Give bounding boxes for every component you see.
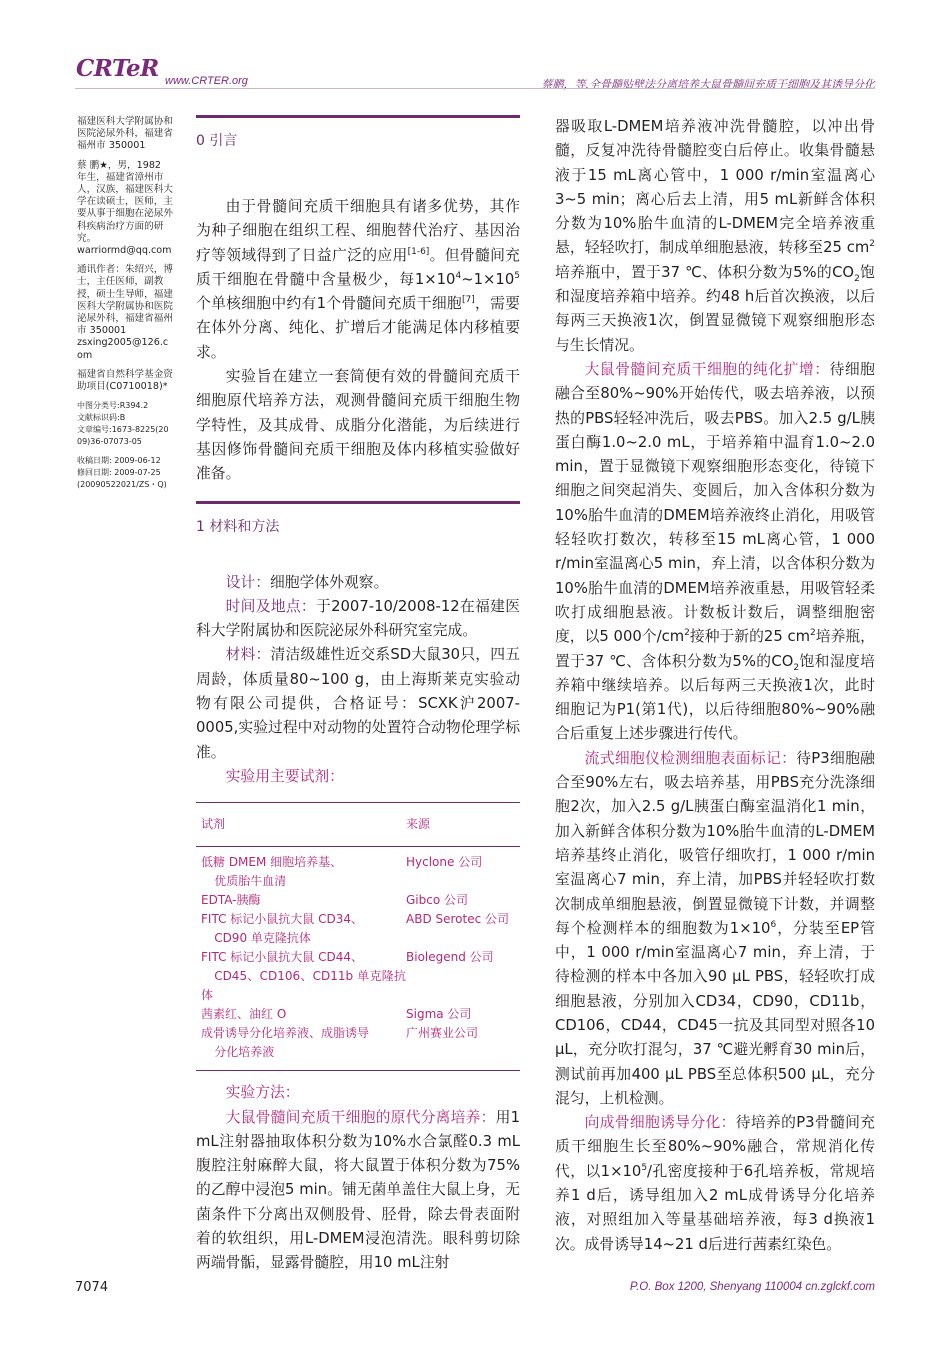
method-heading: 实验方法： xyxy=(225,1084,300,1102)
journal-logo: CRTeR xyxy=(76,55,159,82)
journal-url[interactable]: www.CRTER.org xyxy=(165,75,248,87)
osteo-label: 向成骨细胞诱导分化： xyxy=(584,1114,736,1132)
side-info-column xyxy=(77,116,173,498)
expansion-paragraph: 大鼠骨髓间充质干细胞的纯化扩增：待细胞融合至80%~90%开始传代，吸去培养液，以预热的PBS轻轻冲洗后，吸去PBS。加入2.5 g/L胰蛋白酶1.0~2.0 mL，于培养箱中温育1.0~2.0 min，置于显微镜下观察细胞形态变化，待镜下细胞之间突起消失、变圆后，加入含体积分数为10%胎牛血清的DMEM培养液终止消化，用吸管轻轻吹打数次，转移至15 mL离心管，1 000 r/min室温离心5 min，弃上清，以含体积分数为10%胎牛血清的DMEM培养液重悬，用吸管轻柔吹打成细胞悬液。计数板计数后，调整细胞密度，以5 000个$/cm^2$接种于新的25 $cm^2$培养瓶，置于37 ℃、含体积分数为5%的$CO_2$饱和湿度培养箱中继续培养。以后每两三天换液1次，此时细胞记为P1(第1代)，以后待细胞80%~90%融合后重复上述步骤进行传代。 xyxy=(555,360,875,743)
time-place-paragraph: 时间及地点：于2007-10/2008-12在福建医科大学附属协和医院泌尿外科研究室完成。 xyxy=(196,597,520,640)
main-column-left xyxy=(196,115,520,1276)
flow-label: 流式细胞仪检测细胞表面标记： xyxy=(584,749,797,767)
page-number: 7074 xyxy=(75,1280,109,1295)
time-label: 时间及地点： xyxy=(225,597,317,615)
materials-paragraph: 材料：清洁级雄性近交系SD大鼠30只，四五周龄，体质量80~100 g，由上海斯莱克实验动物有限公司提供，合格证号：SCXK沪2007-0005,实验过程中对动物的处置符合动物伦理学标准。 xyxy=(196,646,520,761)
table-header xyxy=(196,803,520,847)
intro-paragraph-2: 实验旨在建立一套简便有效的骨髓间充质干细胞原代培养方法，观测骨髓间充质干细胞生物学特性，及其成骨、成脂分化潜能，为后续进行基因修饰骨髓间充质干细胞及体内移植实验做好准备。 xyxy=(196,368,520,483)
table-row: 成骨诱导分化培养液、成脂诱导 分化培养液 广州赛业公司 xyxy=(201,1026,479,1060)
affiliation: 福建医科大学附属协和医院泌尿外科，福建省福州市 350001 xyxy=(77,116,173,152)
header-divider xyxy=(75,88,875,89)
footer-info: P.O. Box 1200, Shenyang 110004 cn.zglckf.com xyxy=(629,1281,875,1293)
methods-heading: 1 材料和方法 xyxy=(196,501,520,555)
corresponding-email[interactable]: zsxing2005@126.com xyxy=(77,337,169,361)
dates-info xyxy=(77,455,173,491)
isolation-paragraph: 大鼠骨髓间充质干细胞的原代分离培养：用1 mL注射器抽取体积分数为10%水合氯醛0.3 mL腹腔注射麻醉大鼠，将大鼠置于体积分数为75%的乙醇中浸泡5 min。铺无菌单盖住大鼠上身，无菌条件下分离出双侧股骨、胫骨，除去骨表面附着的软组织，用L-DMEM浸泡清洗。眼科剪切除两端骨骺，显露骨髓腔，用10 mL注射 xyxy=(196,1108,520,1272)
table-row: EDTA-胰酶 Gibco 公司 xyxy=(201,893,469,908)
fund-info: 福建省自然科学基金资助项目(C0710018)* xyxy=(77,368,173,393)
author-bio-text: 蔡 鹏★，男，1982 年生，福建省漳州市人，汉族，福建医科大学在读硕士，医师，主要从事于细胞在泌尿外科疾病治疗方面的研究。 xyxy=(77,159,173,244)
article-number: 文章编号:1673-8225(2009)36-07073-05 xyxy=(77,425,169,447)
expansion-label: 大鼠骨髓间充质干细胞的纯化扩增： xyxy=(584,360,830,378)
author-bio xyxy=(77,160,173,258)
received-date: 收稿日期: 2009-06-12 xyxy=(77,456,161,466)
reagents-table xyxy=(196,802,520,1071)
reagents-heading: 实验用主要试剂： xyxy=(225,767,344,785)
running-title: 蔡鹏，等.全骨髓贴壁法分离培养大鼠骨髓间充质干细胞及其诱导分化 xyxy=(541,78,875,91)
reference-code: (20090522021/ZS・Q) xyxy=(77,480,167,490)
classification-info xyxy=(77,400,173,448)
design-paragraph: 设计：细胞学体外观察。 xyxy=(225,573,389,591)
author-email[interactable]: warriormd@qq.com xyxy=(77,245,172,257)
isolation-paragraph-continued: 器吸取L-DMEM培养液冲洗骨髓腔，以冲出骨髓，反复冲洗待骨髓腔变白后停止。收集骨髓悬液于15 mL离心管中，1 000 r/min室温离心3~5 min；离心后去上清，用5 mL新鲜含体积分数为10%胎牛血清的L-DMEM完全培养液重悬，轻轻吹打，制成单细胞悬液，转移至25 $cm^2$培养瓶中，置于37 ℃、体积分数为5%的$CO_2$饱和湿度培养箱中培养。约48 h后首次换液，以后每两三天换液1次，倒置显微镜下观察细胞形态与生长情况。 xyxy=(555,118,875,354)
class-number: 中图分类号:R394.2 xyxy=(77,401,149,411)
main-column-right xyxy=(555,115,875,1257)
osteogenic-paragraph: 向成骨细胞诱导分化：待培养的P3骨髓间充质干细胞生长至80%~90%融合，常规消化传代，以$1\times 10^5/$孔密度接种于6孔培养板，常规培养1 d后，诱导组加入2 mL成骨诱导分化培养液，对照组加入等量基础培养液，每3 d换液1次。成骨诱导14~21 d后进行茜素红染色。 xyxy=(555,1114,875,1253)
table-row: FITC 标记小鼠抗大鼠 CD44、 CD45、CD106、CD11b 单克隆抗体 Biolegend 公司 xyxy=(201,950,494,1003)
table-body xyxy=(196,847,520,1070)
isolation-label: 大鼠骨髓间充质干细胞的原代分离培养： xyxy=(225,1108,496,1126)
corresponding-author xyxy=(77,264,173,362)
table-row: 茜素红、油红 O Sigma 公司 xyxy=(201,1007,472,1022)
intro-paragraph-1: 由于骨髓间充质干细胞具有诸多优势，其作为种子细胞在组织工程、细胞替代治疗、基因治疗等领域得到了日益广泛的应用[1-6]。但骨髓间充质干细胞在骨髓中含量极少，每$1\times 10^4\sim 1\times 10^5$个单核细胞中约有1个骨髓间充质干细胞[7]，需要在体外分离、纯化、扩增后才能满足体内移植要求。 xyxy=(196,198,520,361)
materials-label: 材料： xyxy=(225,646,271,664)
table-row: FITC 标记小鼠抗大鼠 CD34、 CD90 单克隆抗体 ABD Serotec 公司 xyxy=(201,912,510,946)
design-label: 设计： xyxy=(225,573,270,591)
table-header-reagent: 试剂 xyxy=(201,817,226,832)
corresponding-text: 通讯作者：朱绍兴，博士，主任医师，副教授，硕士生导师，福建医科大学附属协和医院泌尿外科，福建省福州市 350001 xyxy=(77,264,173,337)
revised-date: 修回日期: 2009-07-25 xyxy=(77,468,161,478)
intro-heading: 0 引言 xyxy=(196,115,520,169)
table-header-source: 来源 xyxy=(406,817,431,832)
table-row: 低糖 DMEM 细胞培养基、 优质胎牛血清 Hyclone 公司 xyxy=(201,855,483,889)
flow-cytometry-paragraph: 流式细胞仪检测细胞表面标记：待P3细胞融合至90%左右，吸去培养基，用PBS充分洗涤细胞2次，加入2.5 g/L胰蛋白酶室温消化1 min，加入新鲜含体积分数为10%胎牛血清的L-DMEM培养基终止消化，吸管仔细吹打，1 000 r/min室温离心7 min，弃上清，加PBS并轻轻吹打数次制成单细胞悬液，倒置显微镜下计数，并调整每个检测样本的细胞数为$1\times 10^6$，分装至EP管中，1 000 r/min室温离心7 min，弃上清，于待检测的样本中各加入90 μL PBS，轻轻吹打成细胞悬液，分别加入CD34，CD90，CD11b，CD106，CD44，CD45一抗及其同型对照各10 μL，充分吹打混匀，37 ℃避光孵育30 min后，测试前再加400 μL PBS至总体积500 μL，充分混匀，上机检测。 xyxy=(555,749,875,1107)
doc-code: 文献标识码:B xyxy=(77,413,126,423)
